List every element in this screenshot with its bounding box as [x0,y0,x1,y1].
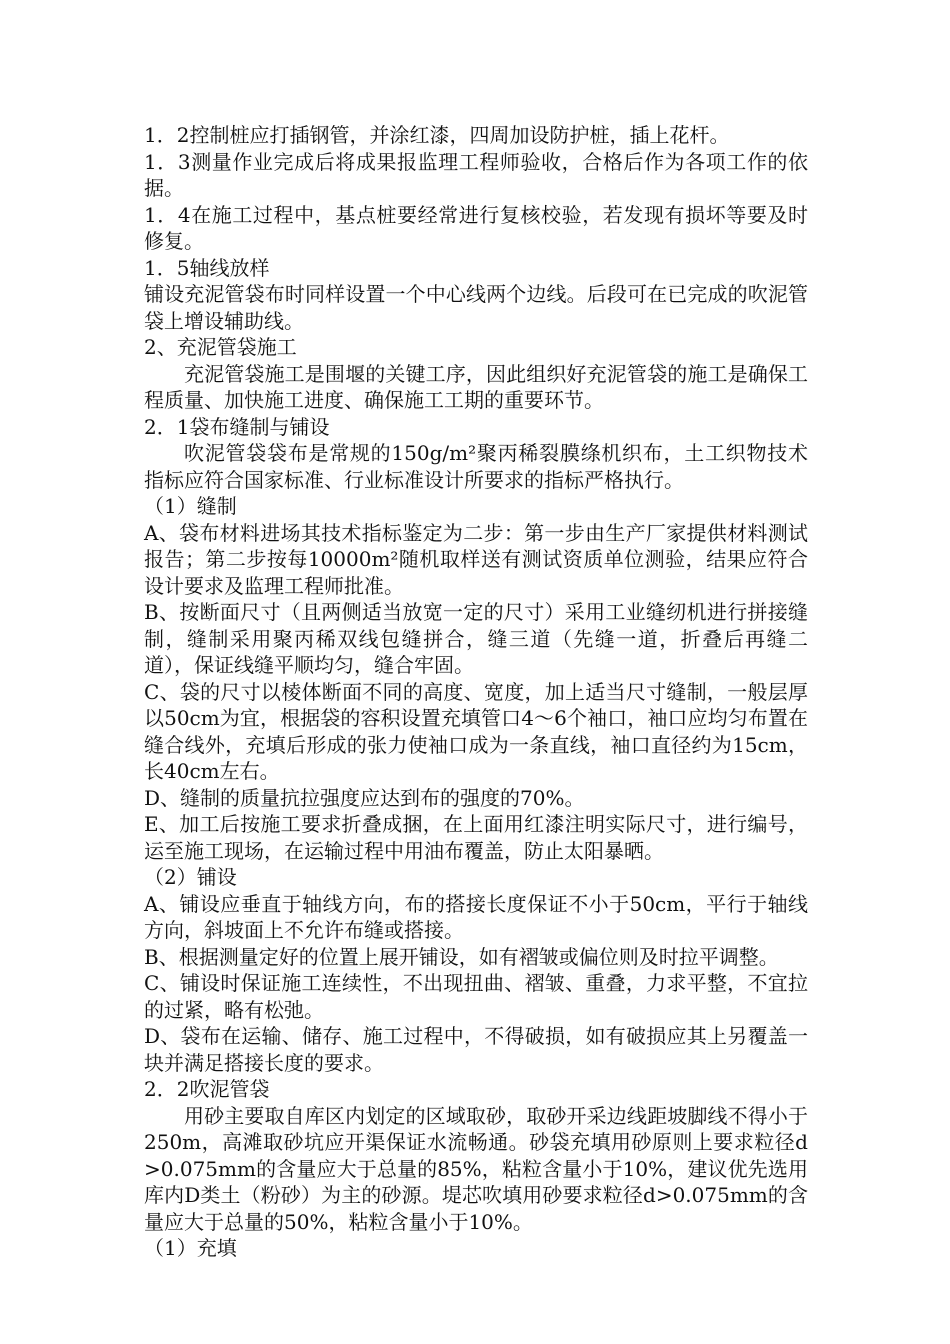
item-sewing-b: B、按断面尺寸（且两侧适当放宽一定的尺寸）采用工业缝纫机进行拼接缝制，缝制采用聚丙稀双线包缝拼合，缝三道（先缝一道，折叠后再缝二道），保证线缝平顺均匀，缝合牢固。 [144,600,808,677]
heading-2-1: 2．1袋布缝制与铺设 [144,414,330,439]
item-sewing-a: A、袋布材料进场其技术指标鉴定为二步：第一步由生产厂家提供材料测试报告；第二步按每10000m²随机取样送有测试资质单位测验，结果应符合设计要求及监理工程师批准。 [144,520,808,598]
item-laying-d: D、袋布在运输、储存、施工过程中，不得破损，如有破损应其上另覆盖一块并满足搭接长度的要求。 [144,1024,808,1075]
item-sewing-e: E、加工后按施工要求折叠成捆，在上面用红漆注明实际尺寸，进行编号，运至施工现场，在运输过程中用油布覆盖，防止太阳暴晒。 [144,812,808,863]
subheading-sewing: （1）缝制 [144,494,237,518]
paragraph-1-2: 1．2控制桩应打插钢管，并涂红漆，四周加设防护桩，插上花杆。 [144,123,730,147]
paragraph-1-4: 1．4在施工过程中，基点桩要经常进行复核校验，若发现有损坏等要及时修复。 [144,202,808,253]
paragraph-axis-layout: 铺设充泥管袋布时同样设置一个中心线两个边线。后段可在已完成的吹泥管袋上增设辅助线。 [144,282,808,333]
document-body [144,122,808,1262]
item-laying-b: B、根据测量定好的位置上展开铺设，如有褶皱或偏位则及时拉平调整。 [144,944,779,969]
paragraph-2-2-intro: 用砂主要取自库区内划定的区域取砂，取砂开采边线距坡脚线不得小于250m，高滩取砂坑应开渠保证水流畅通。砂袋充填用砂原则上要求粒径d>0.075mm的含量应大于总量的85%，粘粒含量小于10%，建议优先选用库内D类土（粉砂）为主的砂源。堤芯吹填用砂要求粒径d>0.075mm的含量应大于总量的50%，粘粒含量小于10%。 [144,1103,808,1234]
paragraph-2-1-intro: 吹泥管袋袋布是常规的150g/m²聚丙稀裂膜绦机织布，土工织物技术指标应符合国家标准、行业标准设计所要求的指标严格执行。 [144,441,808,492]
section-heading-2: 2、充泥管袋施工 [144,335,297,359]
paragraph-section-2-intro: 充泥管袋施工是围堰的关键工序，因此组织好充泥管袋的施工是确保工程质量、加快施工进度、确保施工工期的重要环节。 [144,361,808,412]
subheading-laying: （2）铺设 [144,865,237,889]
subheading-filling: （1）充填 [144,1236,237,1260]
paragraph-1-3: 1．3测量作业完成后将成果报监理工程师验收，合格后作为各项工作的依据。 [144,149,808,200]
heading-2-2: 2．2吹泥管袋 [144,1077,270,1101]
heading-1-5: 1．5轴线放样 [144,255,270,280]
item-laying-a: A、铺设应垂直于轴线方向，布的搭接长度保证不小于50cm，平行于轴线方向，斜坡面上不允许布缝或搭接。 [144,891,808,942]
item-laying-c: C、铺设时保证施工连续性，不出现扭曲、褶皱、重叠，力求平整，不宜拉的过紧，略有松弛。 [144,971,808,1022]
item-sewing-d: D、缝制的质量抗拉强度应达到布的强度的70%。 [144,785,585,810]
item-sewing-c: C、袋的尺寸以棱体断面不同的高度、宽度，加上适当尺寸缝制，一般层厚以50cm为宜，根据袋的容积设置充填管口4～6个袖口，袖口应均匀布置在缝合线外，充填后形成的张力使袖口成为一条直线，袖口直径约为15cm，长40cm左右。 [144,679,808,783]
